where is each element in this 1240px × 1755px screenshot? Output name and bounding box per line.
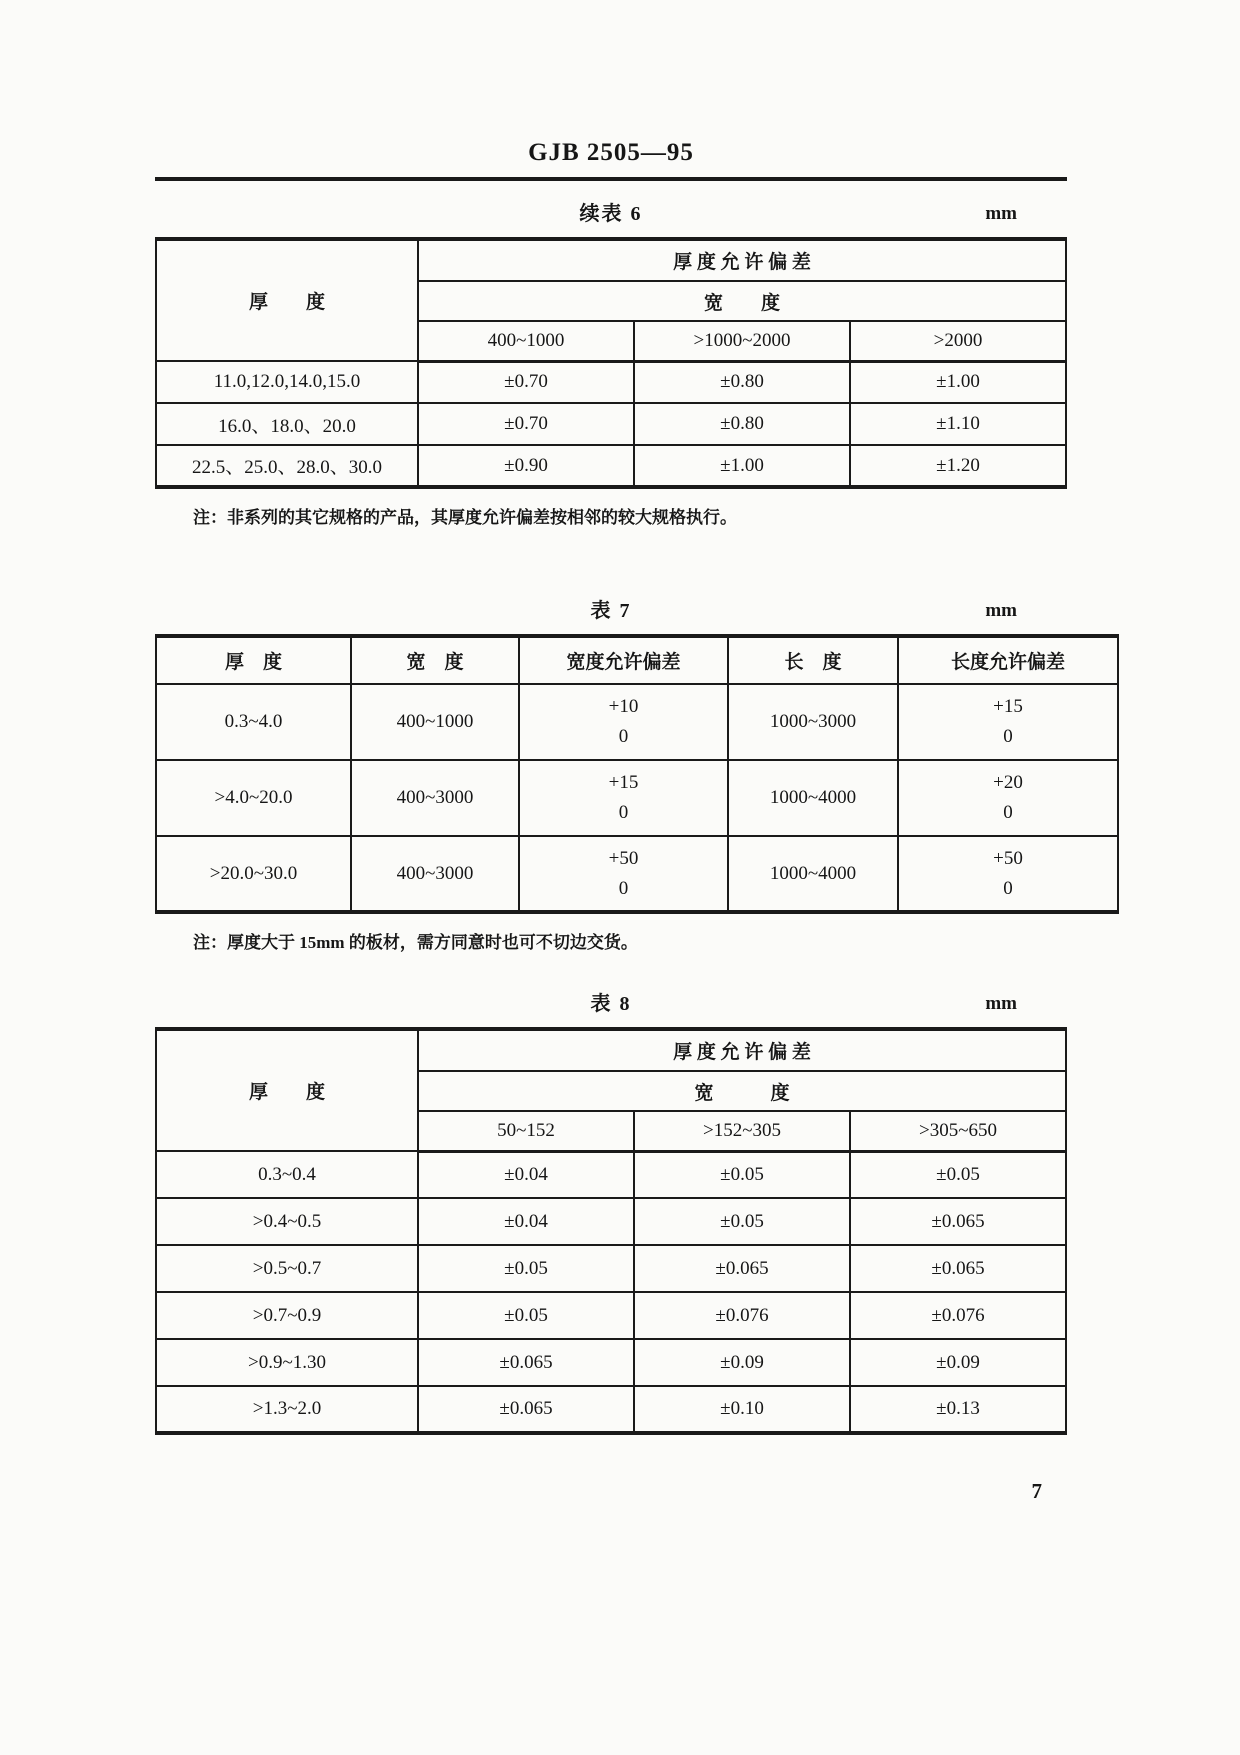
- thickness-cell: 22.5、25.0、28.0、30.0: [156, 445, 418, 487]
- table-row: [156, 1245, 1066, 1292]
- width-cell: 400~3000: [351, 760, 519, 836]
- deviation-cell: ±0.065: [418, 1386, 634, 1433]
- table8-col-header: >152~305: [634, 1111, 850, 1151]
- table6-caption-bar: [155, 199, 1067, 229]
- thickness-cell: >0.4~0.5: [156, 1198, 418, 1245]
- table6-unit-label: mm: [985, 203, 1017, 224]
- deviation-cell: ±0.80: [634, 403, 850, 445]
- table-row: [156, 1339, 1066, 1386]
- width-deviation-cell: [519, 684, 728, 760]
- table8-col-header: >305~650: [850, 1111, 1066, 1151]
- deviation-upper: +10: [608, 696, 639, 717]
- table6-col-header: >2000: [850, 321, 1066, 361]
- table6-col-header: >1000~2000: [634, 321, 850, 361]
- table7-col-header: 长 度: [728, 636, 898, 684]
- length-deviation-cell: [898, 684, 1118, 760]
- width-deviation-cell: [519, 836, 728, 912]
- table8-tolerance-header: 厚 度 允 许 偏 差: [418, 1029, 1066, 1071]
- table7-col-header: 长度允许偏差: [898, 636, 1118, 684]
- thickness-cell: >1.3~2.0: [156, 1386, 418, 1433]
- table-row: [156, 445, 1066, 487]
- deviation-cell: ±0.065: [850, 1245, 1066, 1292]
- deviation-cell: ±0.13: [850, 1386, 1066, 1433]
- table7-unit-label: mm: [985, 600, 1017, 621]
- width-deviation-cell: [519, 760, 728, 836]
- table6-caption: 续表 6: [579, 203, 643, 225]
- deviation-cell: ±1.10: [850, 403, 1066, 445]
- table-row: [156, 1151, 1066, 1198]
- deviation-lower: 0: [1003, 726, 1013, 747]
- deviation-cell: ±0.09: [850, 1339, 1066, 1386]
- table6-width-header: 宽 度: [418, 281, 1066, 321]
- deviation-cell: ±0.70: [418, 361, 634, 403]
- table7-col-header: 厚 度: [156, 636, 351, 684]
- deviation-cell: ±0.09: [634, 1339, 850, 1386]
- table7-caption-bar: [155, 596, 1067, 626]
- deviation-cell: ±0.80: [634, 361, 850, 403]
- table7: [155, 634, 1119, 914]
- table7-col-header: 宽度允许偏差: [519, 636, 728, 684]
- deviation-cell: ±0.05: [634, 1198, 850, 1245]
- deviation-cell: ±0.05: [634, 1151, 850, 1198]
- deviation-cell: ±1.00: [634, 445, 850, 487]
- table8-caption-bar: [155, 989, 1067, 1019]
- deviation-upper: +50: [993, 847, 1023, 869]
- table7-header-row: [156, 636, 1118, 684]
- deviation-cell: ±0.04: [418, 1151, 634, 1198]
- deviation-cell: ±0.065: [418, 1339, 634, 1386]
- deviation-cell: ±0.076: [634, 1292, 850, 1339]
- width-cell: 400~1000: [351, 684, 519, 760]
- table8-caption: 表 8: [590, 993, 632, 1015]
- deviation-cell: ±0.065: [634, 1245, 850, 1292]
- deviation-cell: ±0.04: [418, 1198, 634, 1245]
- page-content: [155, 0, 1067, 1504]
- table6-tolerance-header: 厚 度 允 许 偏 差: [418, 239, 1066, 281]
- length-deviation-cell: [898, 836, 1118, 912]
- thickness-cell: >4.0~20.0: [156, 760, 351, 836]
- table6-header-row-1: [156, 239, 1066, 281]
- table7-col-header: 宽 度: [351, 636, 519, 684]
- length-deviation-cell: [898, 760, 1118, 836]
- table-row: [156, 684, 1118, 760]
- table-row: [156, 1292, 1066, 1339]
- deviation-cell: ±0.05: [850, 1151, 1066, 1198]
- page-number: 7: [1031, 1479, 1042, 1503]
- table-row: [156, 403, 1066, 445]
- table8-thickness-header: 厚 度: [156, 1029, 418, 1151]
- deviation-cell: ±0.10: [634, 1386, 850, 1433]
- thickness-cell: 0.3~4.0: [156, 684, 351, 760]
- table8: [155, 1027, 1067, 1435]
- thickness-cell: 11.0,12.0,14.0,15.0: [156, 361, 418, 403]
- table7-note: 注：厚度大于 15mm 的板材，需方同意时也可不切边交货。: [193, 933, 638, 952]
- table8-unit-label: mm: [985, 993, 1017, 1014]
- table-row: [156, 361, 1066, 403]
- table8-header-row-1: [156, 1029, 1066, 1071]
- length-cell: 1000~3000: [728, 684, 898, 760]
- deviation-cell: ±0.076: [850, 1292, 1066, 1339]
- table6-col-header: 400~1000: [418, 321, 634, 361]
- deviation-lower: 0: [618, 726, 629, 747]
- deviation-cell: ±0.05: [418, 1292, 634, 1339]
- deviation-lower: 0: [618, 877, 629, 899]
- header-rule: [155, 177, 1067, 181]
- length-cell: 1000~4000: [728, 836, 898, 912]
- deviation-cell: ±0.05: [418, 1245, 634, 1292]
- table6-thickness-header: 厚 度: [156, 239, 418, 361]
- deviation-cell: ±0.70: [418, 403, 634, 445]
- deviation-upper: +15: [993, 696, 1023, 717]
- deviation-lower: 0: [1003, 877, 1013, 899]
- deviation-cell: ±1.00: [850, 361, 1066, 403]
- deviation-cell: ±0.90: [418, 445, 634, 487]
- thickness-cell: >0.7~0.9: [156, 1292, 418, 1339]
- doc-code: GJB 2505—95: [528, 139, 694, 166]
- table8-width-header: 宽 度: [418, 1071, 1066, 1111]
- deviation-lower: 0: [1003, 802, 1013, 823]
- deviation-cell: ±1.20: [850, 445, 1066, 487]
- thickness-cell: 0.3~0.4: [156, 1151, 418, 1198]
- thickness-cell: >0.9~1.30: [156, 1339, 418, 1386]
- table7-caption: 表 7: [590, 600, 632, 622]
- deviation-upper: +20: [993, 772, 1023, 793]
- thickness-cell: >0.5~0.7: [156, 1245, 418, 1292]
- table6-note: 注：非系列的其它规格的产品，其厚度允许偏差按相邻的较大规格执行。: [193, 508, 737, 527]
- deviation-upper: +15: [608, 772, 639, 793]
- table-row: [156, 1386, 1066, 1433]
- width-cell: 400~3000: [351, 836, 519, 912]
- table8-col-header: 50~152: [418, 1111, 634, 1151]
- deviation-upper: +50: [608, 847, 639, 869]
- deviation-cell: ±0.065: [850, 1198, 1066, 1245]
- thickness-cell: >20.0~30.0: [156, 836, 351, 912]
- table6: [155, 237, 1067, 489]
- table-row: [156, 1198, 1066, 1245]
- table-row: [156, 836, 1118, 912]
- length-cell: 1000~4000: [728, 760, 898, 836]
- deviation-lower: 0: [618, 802, 629, 823]
- thickness-cell: 16.0、18.0、20.0: [156, 403, 418, 445]
- table-row: [156, 760, 1118, 836]
